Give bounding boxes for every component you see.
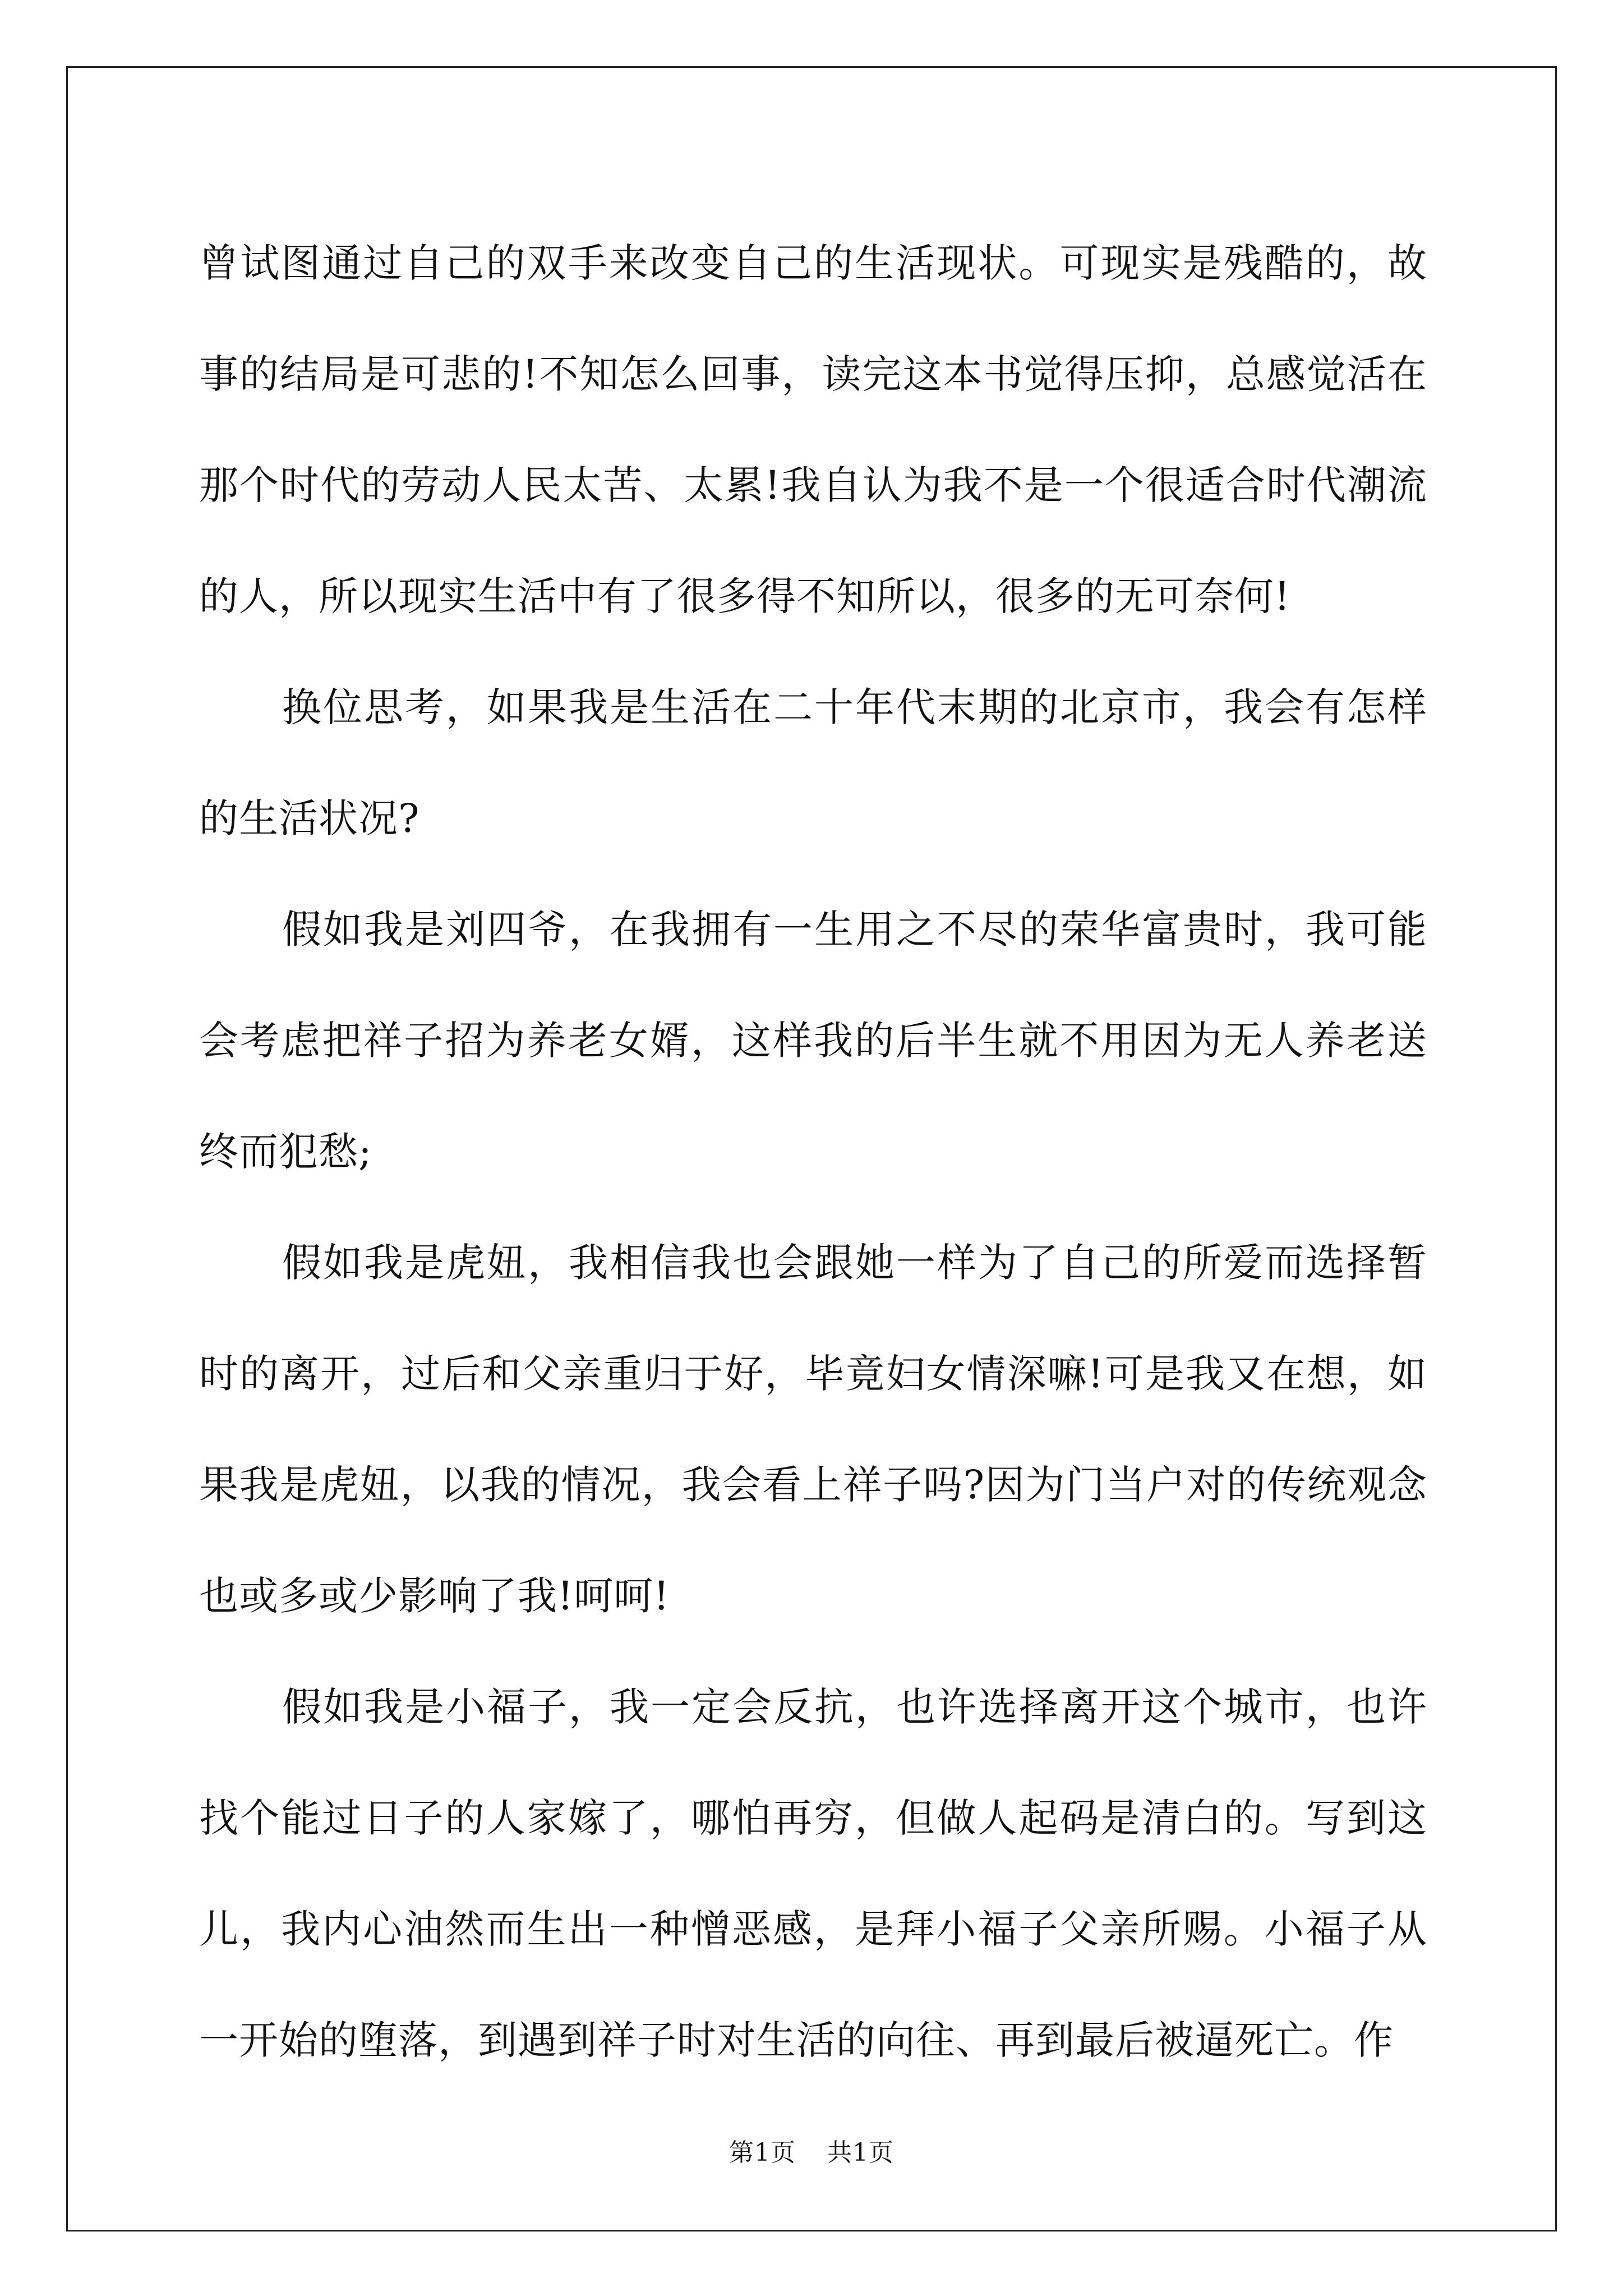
page-number: 第1页 <box>729 2138 796 2167</box>
page-total: 共1页 <box>827 2138 894 2167</box>
paragraph-3: 假如我是刘四爷，在我拥有一生用之不尽的荣华富贵时，我可能会考虑把祥子招为养老女婿，这样我的后半生就不用因为无人养老送终而犯愁; <box>199 907 1427 1175</box>
paragraph-2: 换位思考，如果我是生活在二十年代末期的北京市，我会有怎样的生活状况? <box>199 684 1427 841</box>
document-body <box>199 208 1427 2096</box>
paragraph-1: 曾试图通过自己的双手来改变自己的生活现状。可现实是残酷的，故事的结局是可悲的!不知怎么回事，读完这本书觉得压抑，总感觉活在那个时代的劳动人民太苦、太累!我自认为我不是一个很适合时代潮流的人，所以现实生活中有了很多得不知所以，很多的无可奈何! <box>199 240 1427 619</box>
page-footer <box>0 2136 1623 2170</box>
paragraph-4: 假如我是虎妞，我相信我也会跟她一样为了自己的所爱而选择暂时的离开，过后和父亲重归于好，毕竟妇女情深嘛!可是我又在想，如果我是虎妞，以我的情况，我会看上祥子吗?因为门当户对的传统观念也或多或少影响了我!呵呵! <box>199 1240 1427 1619</box>
paragraph-5: 假如我是小福子，我一定会反抗，也许选择离开这个城市，也许找个能过日子的人家嫁了，哪怕再穷，但做人起码是清白的。写到这儿，我内心油然而生出一种憎恶感，是拜小福子父亲所赐。小福子从一开始的堕落，到遇到祥子时对生活的向往、再到最后被逼死亡。作 <box>199 1684 1427 2063</box>
